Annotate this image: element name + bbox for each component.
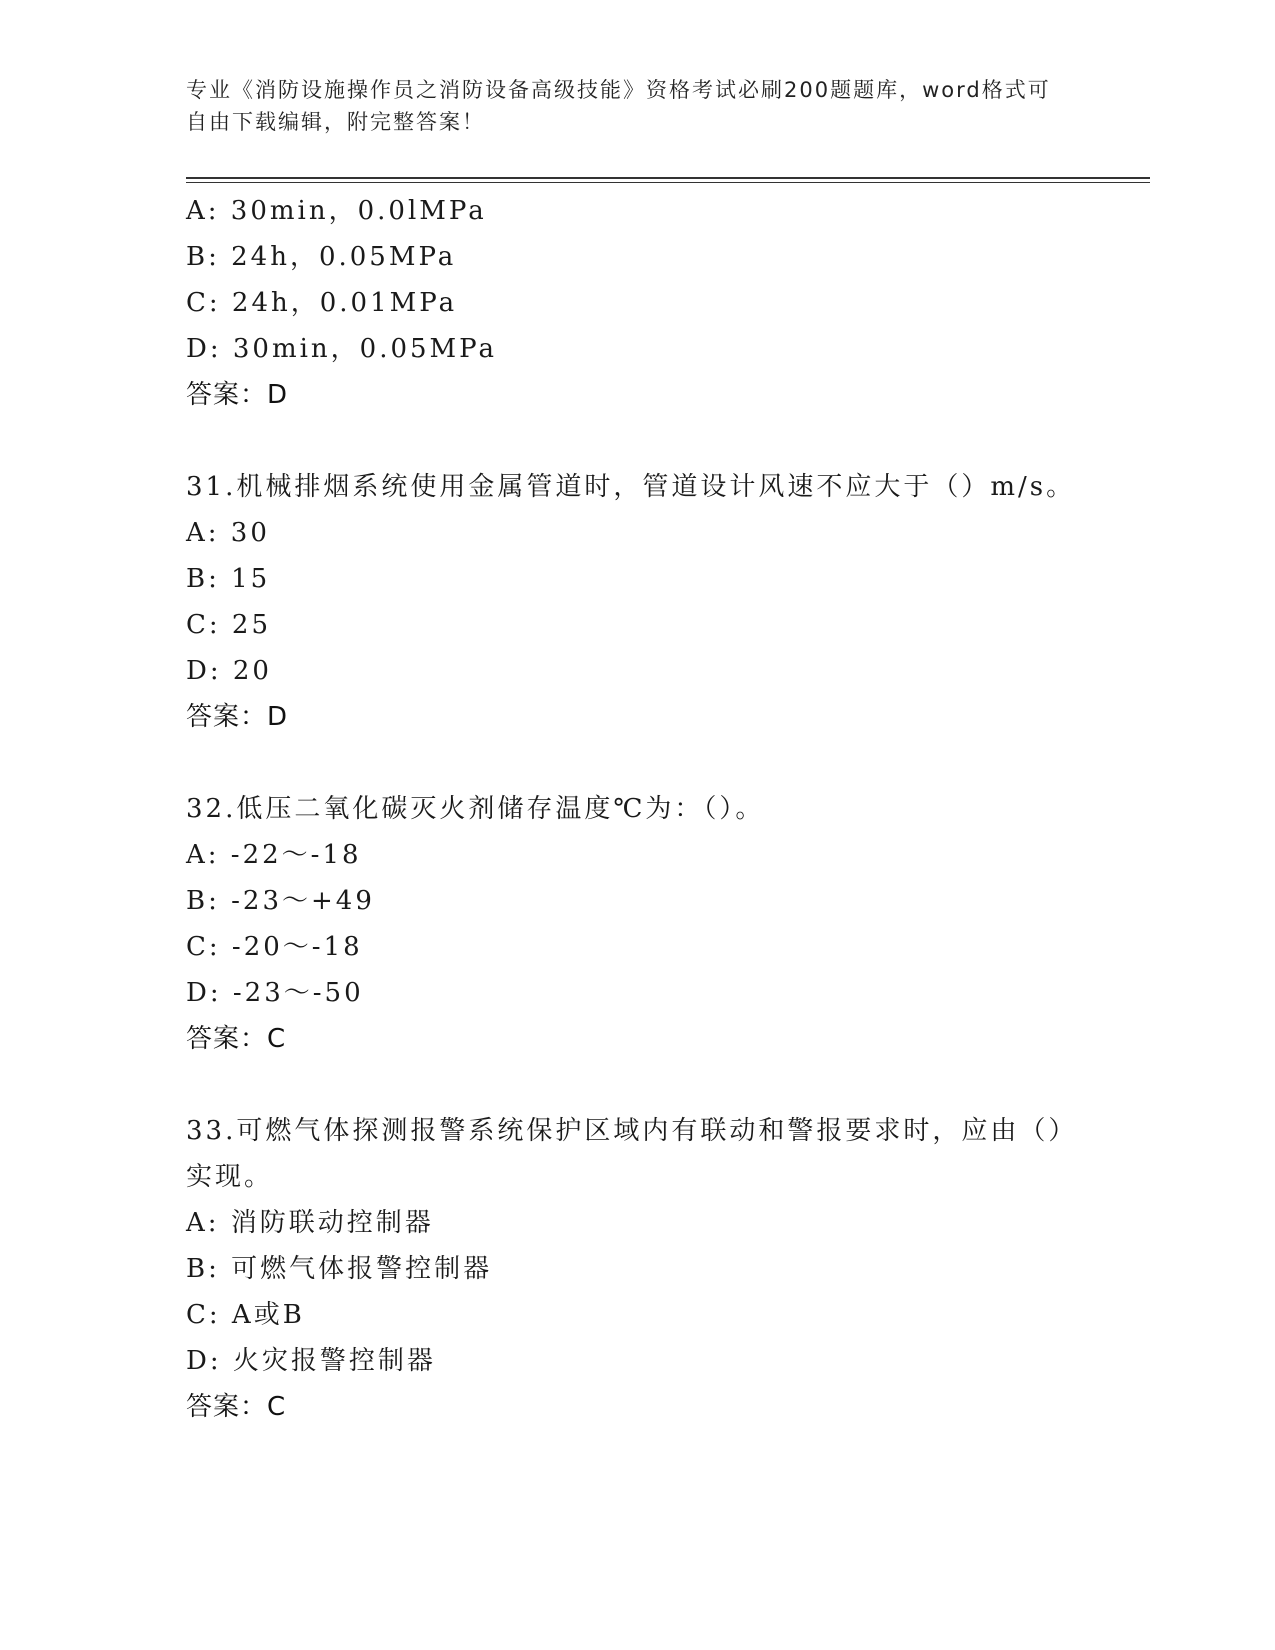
option-b: B: 24h，0.05MPa [186,242,457,272]
option-a: A: 30min，0.0lMPa [186,196,487,226]
answer-line: 答案：D [186,380,289,410]
question-stem: 31.机械排烟系统使用金属管道时，管道设计风速不应大于（）m/s。 [186,472,1076,502]
option-c: C: 25 [186,610,272,640]
question-stem: 33.可燃气体探测报警系统保护区域内有联动和警报要求时，应由（）实现。 [186,1116,1065,1192]
question-30 [186,188,1086,418]
header-divider-thick [186,177,1150,179]
question-33 [186,1108,1086,1430]
document-header: 专业《消防设施操作员之消防设备高级技能》资格考试必刷200题题库，word格式可自由下载编辑，附完整答案！ [186,78,1051,134]
option-a: A: 消防联动控制器 [186,1208,434,1238]
option-d: D: 火灾报警控制器 [186,1346,436,1376]
question-spacer [186,1062,1086,1108]
answer-line: 答案：D [186,702,289,732]
option-d: D: -23～-50 [186,978,364,1008]
option-a: A: 30 [186,518,270,548]
question-32 [186,786,1086,1062]
question-spacer [186,418,1086,464]
answer-line: 答案：C [186,1392,287,1422]
question-stem: 32.低压二氧化碳灭火剂储存温度℃为：（）。 [186,794,765,824]
header-divider-thin [186,182,1150,183]
option-d: D: 30min，0.05MPa [186,334,498,364]
option-b: B: 15 [186,564,271,594]
option-b: B: -23～+49 [186,886,375,916]
option-c: C: -20～-18 [186,932,363,962]
option-a: A: -22～-18 [186,840,362,870]
option-b: B: 可燃气体报警控制器 [186,1254,493,1284]
option-c: C: A或B [186,1300,305,1330]
question-31 [186,464,1086,740]
option-c: C: 24h，0.01MPa [186,288,458,318]
question-spacer [186,740,1086,786]
answer-line: 答案：C [186,1024,287,1054]
question-list [186,188,1086,1430]
option-d: D: 20 [186,656,272,686]
